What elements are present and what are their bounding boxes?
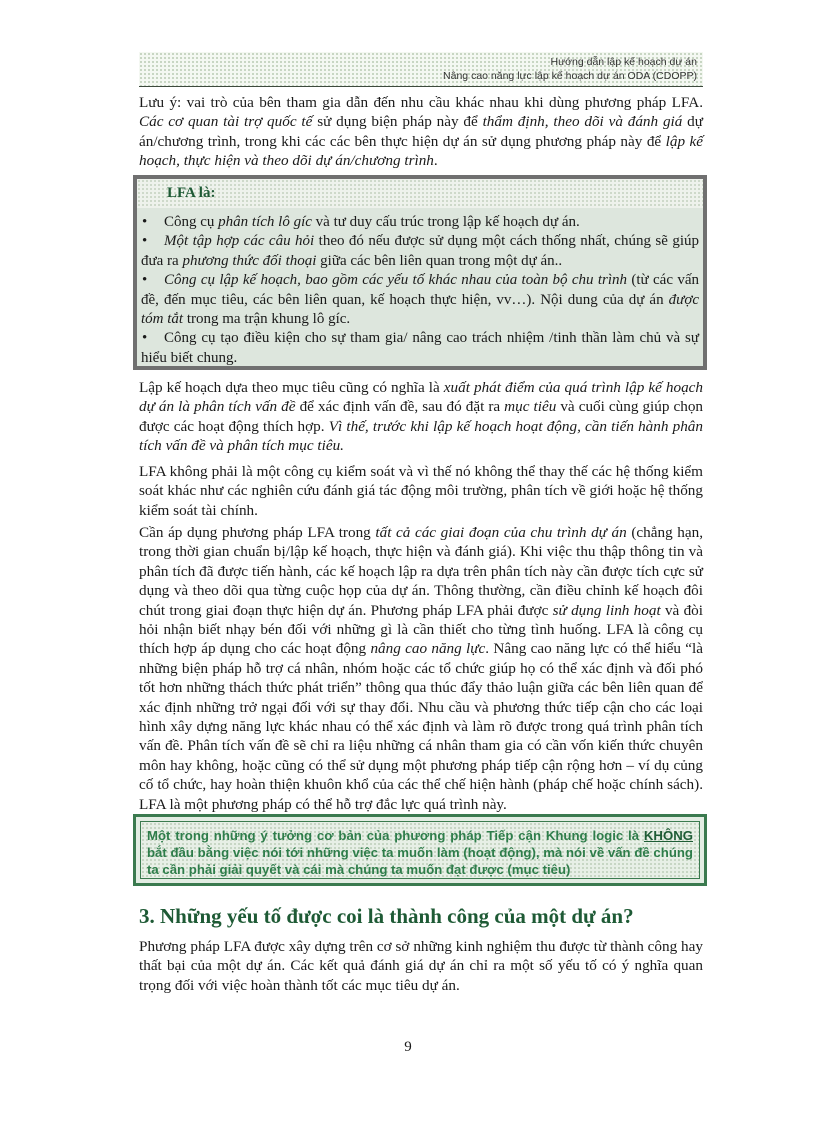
callout-text-1: Một trong những ý tưởng cơ bản của phương pháp Tiếp cận Khung logic là bbox=[147, 828, 644, 843]
para3-italic-2: sử dụng linh hoạt bbox=[552, 601, 661, 619]
note-italic-3: lập kế hoạch, thực hiện và theo dõi dự án/chương trình bbox=[139, 132, 703, 170]
para1-italic-2: mục tiêu bbox=[504, 398, 557, 416]
note-text-1: Lưu ý: vai trò của bên tham gia dẫn đến nhu cầu khác nhau khi dùng phương pháp LFA. bbox=[139, 94, 703, 111]
paragraph-control: LFA không phải là một công cụ kiểm soát và vì thế nó không thể thay thế các hệ thống kiểm soát khác như các nghiên cứu đánh giá tác động môi trường, phân tích về giới hoặc hệ thống kiểm soát tài chính. bbox=[139, 463, 703, 519]
header-text bbox=[443, 55, 697, 83]
para1-text-2: để xác định vấn đề, sau đó đặt ra bbox=[295, 398, 505, 416]
lfa-list bbox=[141, 213, 699, 368]
para3-italic-1: tất cả các giai đoạn của chu trình dự án bbox=[375, 524, 627, 541]
note-italic-2: thẩm định, theo dõi và đánh giá bbox=[482, 113, 683, 131]
page-number: 9 bbox=[404, 1039, 412, 1055]
lfa-item-3-italic-2: được tóm tắt bbox=[141, 291, 699, 328]
running-header bbox=[139, 52, 703, 87]
paragraph-application bbox=[139, 523, 703, 814]
lfa-item-3-end: trong ma trận khung lô gíc. bbox=[183, 311, 351, 328]
callout-emphasis: KHÔNG bbox=[643, 828, 693, 843]
para1-text-1: Lập kế hoạch dựa theo mục tiêu cũng có nghĩa là bbox=[139, 379, 444, 396]
section-heading: 3. Những yếu tố được coi là thành công của một dự án? bbox=[139, 904, 634, 928]
lfa-item-2-end: giữa các bên liên quan trong một dự án.. bbox=[316, 252, 563, 269]
para3-text-1: Cần áp dụng phương pháp LFA trong bbox=[139, 524, 376, 541]
lfa-item-1-text: Công cụ bbox=[164, 214, 219, 230]
note-paragraph bbox=[139, 93, 703, 171]
para3-italic-3: nâng cao năng lực bbox=[370, 640, 486, 658]
lfa-title-strip bbox=[137, 179, 703, 208]
list-item bbox=[141, 271, 699, 329]
lfa-item-2-text: theo đó nếu được sử dụng một cách thống nhất, chúng sẽ giúp đưa ra bbox=[141, 233, 699, 269]
callout-text bbox=[147, 827, 693, 878]
note-text-3: dự án/chương trình, trong khi các các bên thực hiện dự án sử dụng phương pháp này để bbox=[139, 113, 704, 150]
para1-text-3: và cuối cùng giúp chọn được các hoạt động thích hợp. bbox=[139, 398, 704, 435]
bullet-icon: • bbox=[142, 330, 148, 347]
note-text-2: sử dụng biện pháp này để bbox=[312, 113, 483, 131]
lfa-item-1-italic: phân tích lô gíc bbox=[218, 214, 312, 230]
lfa-item-3-italic: Công cụ lập kế hoạch, bao gồm các yếu tố khác nhau của toàn bộ chu trình bbox=[164, 272, 628, 289]
section-paragraph: Phương pháp LFA được xây dựng trên cơ sở những kinh nghiệm thu được từ thành công hay thất bại của một dự án. Các kết quả đánh giá dự án chỉ ra một số yếu tố có ý nghĩa quan trọng đối với việc hoàn thành tốt các mục tiêu dự án. bbox=[139, 938, 703, 994]
bullet-icon: • bbox=[142, 233, 148, 250]
list-item bbox=[141, 232, 699, 271]
callout-text-2: bắt đầu bằng việc nói tới những việc ta muốn làm (hoạt động), mà nói về vấn đề chúng ta cần phải giải quyết và cái mà chúng ta muốn đạt được (mục tiêu) bbox=[147, 845, 693, 877]
bullet-icon: • bbox=[142, 214, 148, 230]
note-italic-1: Các cơ quan tài trợ quốc tế bbox=[139, 113, 313, 131]
list-item bbox=[141, 213, 699, 232]
note-text-end: . bbox=[433, 152, 438, 170]
key-idea-callout bbox=[133, 814, 707, 886]
lfa-item-1-end: và tư duy cấu trúc trong lập kế hoạch dự án. bbox=[311, 214, 580, 230]
lfa-item-2-italic: Một tập hợp các câu hỏi bbox=[164, 233, 315, 250]
bullet-icon: • bbox=[142, 272, 148, 289]
para3-text-3: và đòi hỏi nhận biết nhạy bén đối với những gì là cần thiết cho từng tình huống. LFA là công cụ thích hợp áp dụng cho các hoạt động bbox=[139, 601, 703, 658]
para3-text-2: (chẳng hạn, trong thời gian chuẩn bị/lập kế hoạch, thực hiện và đánh giá). Khi việc thu thập thông tin và phân tích đã được tiến hành, các kế hoạch lập ra dựa trên phân tích này cần được tích cực sử dụng và theo dõi qua từng cuộc họp của dự án. Thông thường, cần điều chỉnh kế hoạch đôi chút trong giai đoạn thực hiện dự án. Phương pháp LFA phải được bbox=[139, 524, 704, 619]
list-item bbox=[141, 329, 699, 368]
lfa-title: LFA là: bbox=[167, 185, 216, 201]
para1-italic-3: Vì thế, trước khi lập kế hoạch hoạt động, cần tiến hành phân tích vấn đề và phân tích mục tiêu. bbox=[139, 417, 703, 455]
callout-inner bbox=[140, 821, 700, 879]
para3-text-4: . Nâng cao năng lực có thể hiểu “là những biện pháp hỗ trợ cá nhân, nhóm hoặc các tổ chức giúp họ có thể xác định và đối phó tốt hơn những thách thức phát triển” thông qua thúc đẩy thảo luận giữa các bên liên quan để xác định những trở ngại đối với sự thay đổi. Nhu cầu và phương thức tiếp cận cho các loại hình xây dựng năng lực khác nhau có thể xác định và làm rõ được trong quá trình phân tích vấn đề. Phân tích vấn đề sẽ chỉ ra liệu những cá nhân tham gia có cần vốn kiến thức chuyên môn hay không, hoặc cũng có thể sử dụng một phương pháp tiếp cận rộng hơn – ví dụ củng cố tổ chức, hay hoàn thiện khuôn khổ của các thể chế hiện hành (pháp chế hoặc chính sách). LFA là một phương pháp có thể hỗ trợ đắc lực quá trình này. bbox=[139, 640, 703, 813]
header-line-2: Nâng cao năng lực lập kế hoạch dự án ODA (CDOPP) bbox=[443, 70, 697, 82]
lfa-definition-box bbox=[133, 175, 707, 370]
para1-italic-1: xuất phát điểm của quá trình lập kế hoạch dự án là phân tích vấn đề bbox=[139, 379, 703, 416]
lfa-item-2-italic-2: phương thức đối thoại bbox=[182, 252, 317, 269]
header-line-1: Hướng dẫn lập kế hoạch dự án bbox=[550, 56, 697, 68]
lfa-item-4-text: Công cụ tạo điều kiện cho sự tham gia/ nâng cao trách nhiệm /tinh thần làm chủ và sự hiểu biết chung. bbox=[141, 330, 699, 366]
paragraph-objectives bbox=[139, 378, 703, 456]
lfa-item-3-text: (từ các vấn đề, đến mục tiêu, các bên liên quan, kế hoạch thực hiện, vv…). Nội dung của dự án bbox=[141, 272, 699, 308]
